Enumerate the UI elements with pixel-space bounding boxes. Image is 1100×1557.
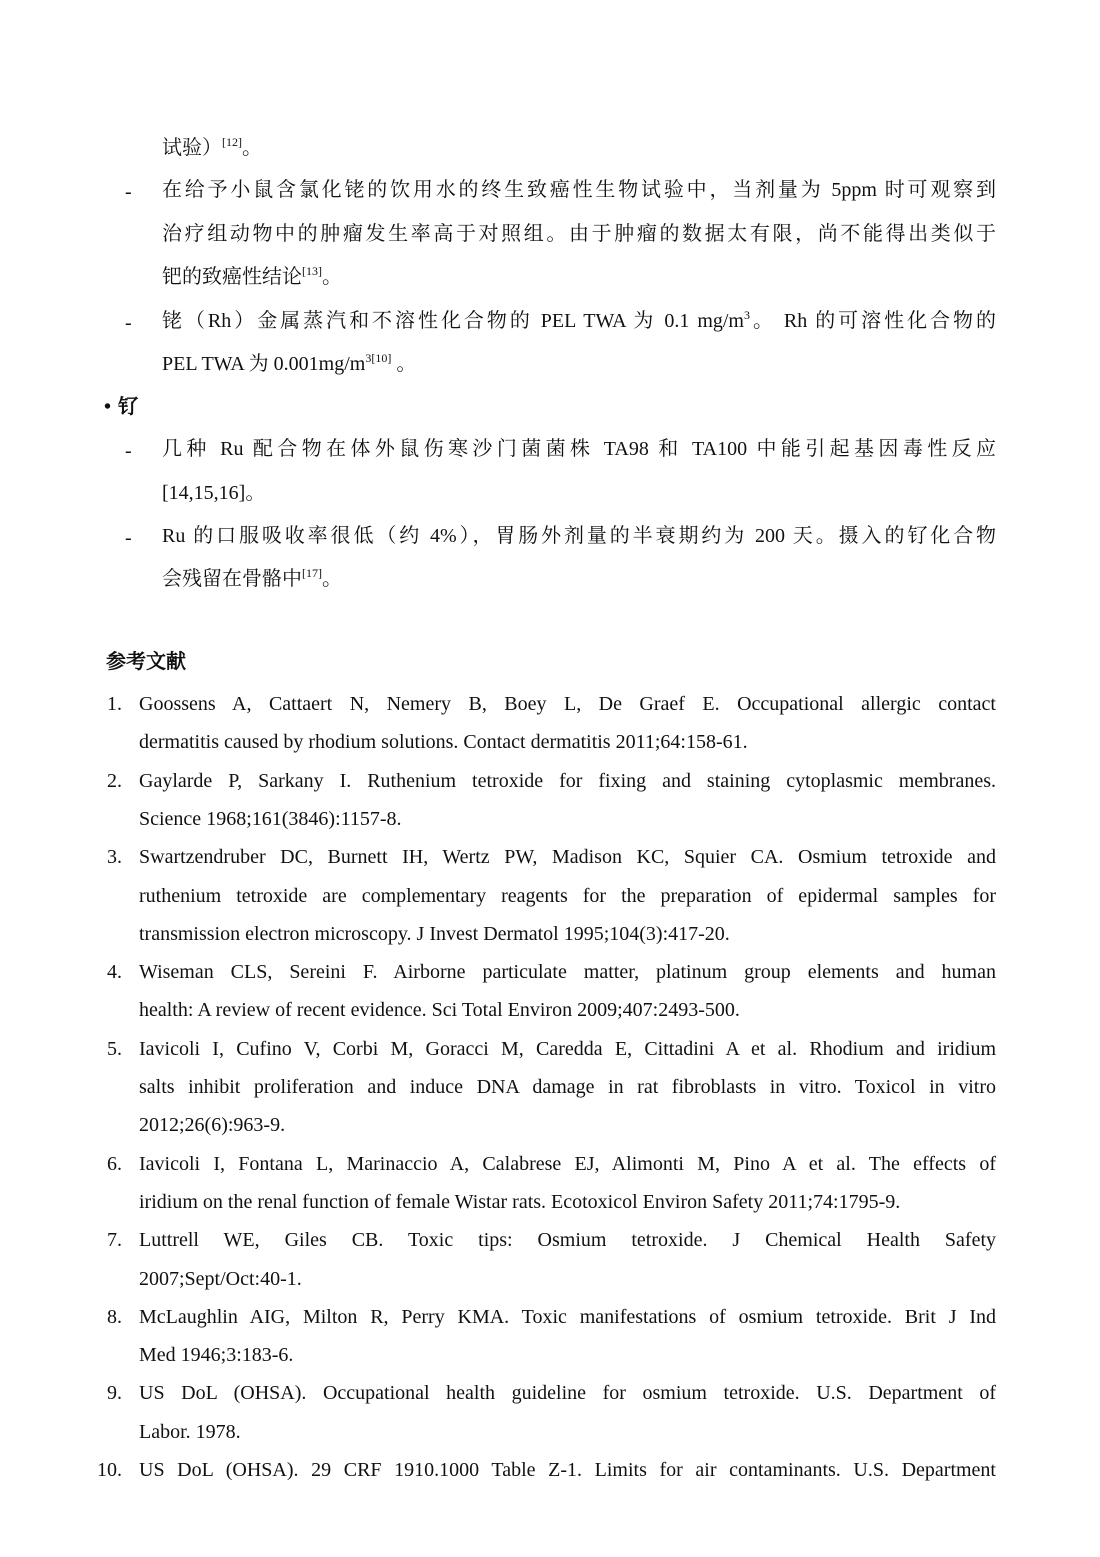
- reference-line: 2007;Sept/Oct:40-1.: [139, 1267, 302, 1290]
- reference-line: salts inhibit proliferation and induce DNA damage in rat fibroblasts in vitro. Toxicol in vitro: [139, 1076, 996, 1098]
- rhodium-item-2-line-3: 钯的致癌性结论[13]。: [162, 264, 342, 288]
- list-dash: -: [125, 440, 132, 462]
- ruthenium-item-2-line-2: 会残留在骨骼中[17]。: [162, 566, 342, 590]
- list-dash: -: [125, 181, 132, 203]
- list-dash: -: [125, 527, 132, 549]
- reference-number: 9.: [107, 1382, 122, 1405]
- reference-line: US DoL (OHSA). 29 CRF 1910.1000 Table Z-1. Limits for air contaminants. U.S. Department: [139, 1459, 996, 1481]
- rhodium-item-3-line-2: PEL TWA 为 $0.001mg/m^{3[10]}$ 。: [162, 351, 417, 375]
- reference-line: Med 1946;3:183-6.: [139, 1344, 294, 1367]
- ruthenium-item-1-line-1: 几种 Ru 配合物在体外鼠伤寒沙门菌菌株 TA98 和 TA100 中能引起基因毒性反应: [162, 438, 996, 460]
- reference-line: McLaughlin AIG, Milton R, Perry KMA. Toxic manifestations of osmium tetroxide. Brit J Ind: [139, 1305, 996, 1328]
- reference-line: Iavicoli I, Fontana L, Marinaccio A, Calabrese EJ, Alimonti M, Pino A et al. The effects of: [139, 1152, 996, 1175]
- references-heading: 参考文献: [106, 651, 186, 673]
- reference-number: 1.: [107, 693, 122, 715]
- section-heading-ruthenium: 钌: [118, 396, 138, 418]
- reference-line: Labor. 1978.: [139, 1420, 241, 1443]
- rhodium-item-2-line-1: 在给予小鼠含氯化铑的饮用水的终生致癌性生物试验中，当剂量为 5ppm 时可观察到: [162, 179, 996, 201]
- reference-number: 5.: [107, 1037, 122, 1060]
- list-dash: -: [125, 312, 132, 334]
- reference-line: dermatitis caused by rhodium solutions. Contact dermatitis 2011;64:158-61.: [139, 731, 748, 754]
- reference-number: 10.: [97, 1459, 122, 1481]
- reference-line: Iavicoli I, Cufino V, Corbi M, Goracci M, Caredda E, Cittadini A et al. Rhodium and iridium: [139, 1037, 996, 1060]
- reference-number: 6.: [107, 1152, 122, 1175]
- reference-line: health: A review of recent evidence. Sci Total Environ 2009;407:2493-500.: [139, 999, 740, 1022]
- reference-line: Science 1968;161(3846):1157-8.: [139, 807, 402, 830]
- reference-line: Swartzendruber DC, Burnett IH, Wertz PW, Madison KC, Squier CA. Osmium tetroxide and: [139, 846, 996, 869]
- reference-line: ruthenium tetroxide are complementary reagents for the preparation of epidermal samples for: [139, 884, 996, 907]
- reference-line: US DoL (OHSA). Occupational health guideline for osmium tetroxide. U.S. Department of: [139, 1382, 996, 1405]
- reference-line: Wiseman CLS, Sereini F. Airborne particulate matter, platinum group elements and human: [139, 961, 996, 984]
- reference-number: 8.: [107, 1305, 122, 1328]
- reference-line: Gaylarde P, Sarkany I. Ruthenium tetroxide for fixing and staining cytoplasmic membranes.: [139, 769, 996, 792]
- reference-line: Luttrell WE, Giles CB. Toxic tips: Osmium tetroxide. J Chemical Health Safety: [139, 1229, 996, 1252]
- reference-number: 7.: [107, 1229, 122, 1252]
- reference-line: transmission electron microscopy. J Invest Dermatol 1995;104(3):417-20.: [139, 922, 730, 945]
- section-bullet: •: [104, 396, 112, 418]
- rhodium-item-3-line-1: 铑（Rh）金属蒸汽和不溶性化合物的 PEL TWA 为 0.1 $mg/m^3$。 Rh 的可溶性化合物的: [162, 308, 996, 332]
- reference-number: 4.: [107, 961, 122, 984]
- reference-number: 3.: [107, 846, 122, 869]
- rhodium-item-2-line-2: 治疗组动物中的肿瘤发生率高于对照组。由于肿瘤的数据太有限，尚不能得出类似于: [162, 223, 996, 245]
- reference-line: Goossens A, Cattaert N, Nemery B, Boey L, De Graef E. Occupational allergic contact: [139, 693, 996, 715]
- ruthenium-item-1-line-2: [14,15,16]。: [162, 482, 266, 504]
- rhodium-item-1-line-1: 试验）[12]。: [162, 135, 262, 159]
- reference-line: 2012;26(6):963-9.: [139, 1114, 286, 1137]
- reference-line: iridium on the renal function of female Wistar rats. Ecotoxicol Environ Safety 2011;74:1795-9.: [139, 1190, 901, 1213]
- reference-number: 2.: [107, 769, 122, 792]
- ruthenium-item-2-line-1: Ru 的口服吸收率很低（约 4%），胃肠外剂量的半衰期约为 200 天。摄入的钌化合物: [162, 525, 996, 547]
